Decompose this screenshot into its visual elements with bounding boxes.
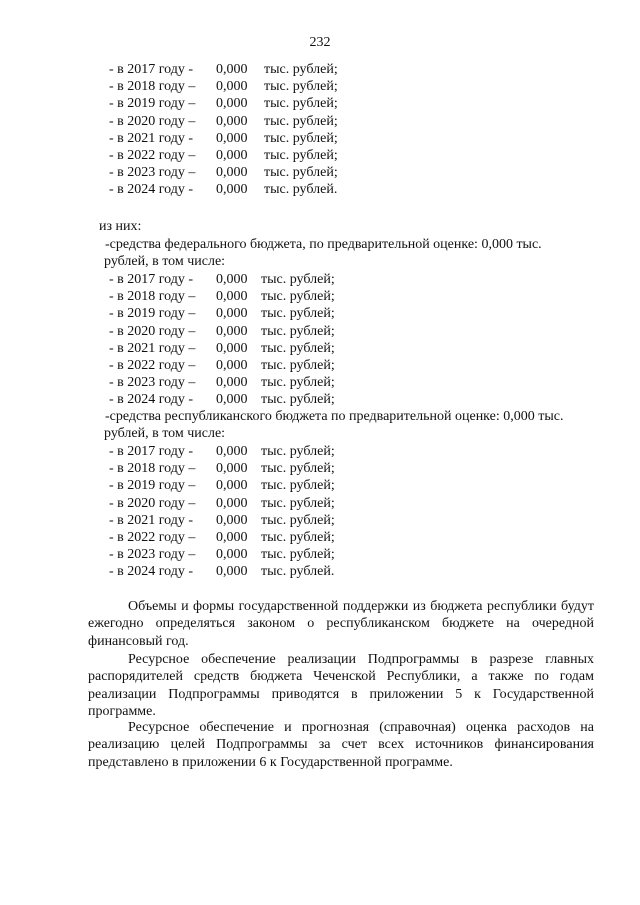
list-item-value: 0,000 [216, 165, 248, 181]
list-item-year: - в 2022 году – [109, 148, 196, 163]
list-item-unit: тыс. рублей; [261, 289, 335, 305]
list-item-unit: тыс. рублей. [264, 182, 338, 198]
list-item-unit: тыс. рублей; [264, 130, 338, 146]
list-item-unit: тыс. рублей; [261, 478, 335, 494]
republic-budget-line: -средства республиканского бюджета по предварительной оценке: 0,000 тыс. [105, 409, 564, 424]
list-item-unit: тыс. рублей; [261, 340, 335, 356]
list-item-value: 0,000 [216, 148, 248, 163]
list-item-value: 0,000 [216, 530, 248, 545]
list-item-year: - в 2017 году - [109, 272, 194, 287]
list-item-value: 0,000 [216, 79, 248, 95]
list-item-value: 0,000 [216, 358, 248, 373]
list-item-unit: тыс. рублей; [261, 444, 335, 459]
paragraph-forecast: Ресурсное обеспечение и прогнозная (справочная) оценка расходов на реализацию целей Подпрограммы за счет всех источников финансирования представлено в приложении 6 к Государственной программе. [88, 720, 594, 770]
list-item-year: - в 2023 году – [109, 547, 196, 563]
list-item-value: 0,000 [216, 113, 248, 129]
federal-budget-line-cont: рублей, в том числе: [104, 254, 226, 269]
list-item-year: - в 2022 году – [109, 530, 196, 545]
list-item-year: - в 2020 году – [109, 495, 196, 511]
list-item-unit: тыс. рублей; [261, 461, 335, 477]
list-item-unit: тыс. рублей; [264, 79, 338, 95]
list-item-year: - в 2024 году - [109, 392, 194, 408]
republic-budget-line-cont: рублей, в том числе: [104, 426, 226, 441]
list-item-value: 0,000 [216, 62, 248, 77]
list-item-year: - в 2018 году – [109, 461, 196, 477]
list-item-value: 0,000 [216, 512, 248, 528]
paragraph-support: Объемы и формы государственной поддержки из бюджета республики будут ежегодно определяться законом о республиканском бюджете на очередной финансовый год. [88, 599, 594, 649]
list-item-year: - в 2023 году – [109, 165, 196, 181]
list-item-unit: тыс. рублей; [261, 358, 335, 373]
list-item-value: 0,000 [216, 289, 248, 305]
list-item-year: - в 2019 году – [109, 478, 196, 494]
paragraph-resources: Ресурсное обеспечение реализации Подпрограммы в разрезе главных распорядителей средств бюджета Чеченской Республики, а также по годам реализации Подпрограммы приводятся в приложении 5 к Государственной программе. [88, 652, 594, 719]
list-item-year: - в 2021 году – [109, 340, 196, 356]
list-item-value: 0,000 [216, 461, 248, 477]
list-item-unit: тыс. рублей. [261, 564, 335, 580]
list-item-unit: тыс. рублей; [264, 165, 338, 181]
list-item-value: 0,000 [216, 130, 248, 146]
list-item-value: 0,000 [216, 96, 248, 112]
list-item-unit: тыс. рублей; [261, 306, 335, 322]
list-item-unit: тыс. рублей; [261, 392, 335, 408]
list-item-year: - в 2022 году – [109, 358, 196, 373]
list-item-unit: тыс. рублей; [261, 375, 335, 391]
list-item-value: 0,000 [216, 444, 248, 459]
list-item-year: - в 2019 году – [109, 306, 196, 322]
list-item-year: - в 2021 году - [109, 130, 194, 146]
list-item-value: 0,000 [216, 323, 248, 339]
list-item-year: - в 2024 году - [109, 564, 194, 580]
list-item-value: 0,000 [216, 182, 248, 198]
list-item-year: - в 2024 году - [109, 182, 194, 198]
list-item-unit: тыс. рублей; [264, 113, 338, 129]
list-item-unit: тыс. рублей; [261, 272, 335, 287]
list-item-unit: тыс. рублей; [261, 512, 335, 528]
list-item-unit: тыс. рублей; [261, 323, 335, 339]
list-item-year: - в 2020 году – [109, 113, 196, 129]
list-item-year: - в 2017 году - [109, 444, 194, 459]
list-item-unit: тыс. рублей; [261, 530, 335, 545]
list-item-value: 0,000 [216, 495, 248, 511]
list-item-value: 0,000 [216, 547, 248, 563]
list-item-unit: тыс. рублей; [264, 148, 338, 163]
list-item-year: - в 2018 году – [109, 289, 196, 305]
list-item-year: - в 2020 году – [109, 323, 196, 339]
list-item-unit: тыс. рублей; [261, 495, 335, 511]
list-item-year: - в 2019 году – [109, 96, 196, 112]
list-item-value: 0,000 [216, 375, 248, 391]
list-item-value: 0,000 [216, 564, 248, 580]
list-item-unit: тыс. рублей; [264, 62, 338, 77]
list-item-value: 0,000 [216, 306, 248, 322]
list-item-year: - в 2017 году - [109, 62, 194, 77]
list-item-unit: тыс. рублей; [261, 547, 335, 563]
list-item-year: - в 2023 году – [109, 375, 196, 391]
list-item-value: 0,000 [216, 340, 248, 356]
list-item-unit: тыс. рублей; [264, 96, 338, 112]
of-them-label: из них: [99, 219, 142, 234]
list-item-value: 0,000 [216, 392, 248, 408]
federal-budget-line: -средства федерального бюджета, по предварительной оценке: 0,000 тыс. [105, 237, 542, 252]
list-item-year: - в 2021 году - [109, 512, 194, 528]
list-item-value: 0,000 [216, 272, 248, 287]
list-item-year: - в 2018 году – [109, 79, 196, 95]
list-item-value: 0,000 [216, 478, 248, 494]
page-number: 232 [309, 35, 331, 50]
